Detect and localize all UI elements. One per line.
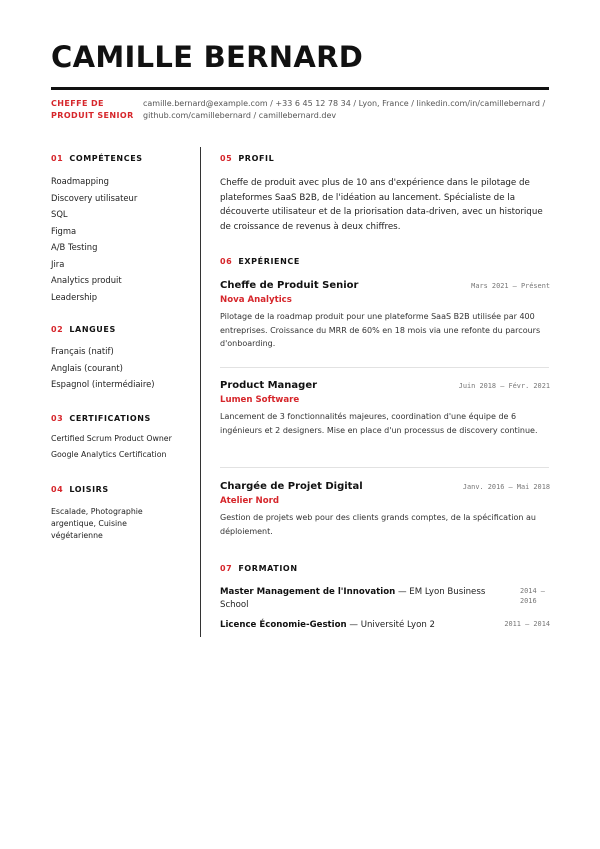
list-item: Google Analytics Certification [51, 450, 167, 460]
section-title: LANGUES [69, 325, 116, 334]
section-number: 01 [51, 154, 64, 163]
experience-entry [220, 481, 550, 538]
section-heading-education [220, 564, 298, 573]
list-item: Anglais (courant) [51, 362, 123, 373]
section-number: 07 [220, 564, 233, 573]
list-item: SQL [51, 209, 68, 219]
job-date: Mars 2021 — Présent [471, 282, 550, 290]
experience-entry [220, 380, 550, 437]
education-text [220, 586, 490, 612]
column-divider [200, 147, 201, 637]
entry-separator [220, 367, 549, 368]
school-name: — EM Lyon Business School [220, 587, 486, 610]
job-title: Chargée de Projet Digital [220, 481, 363, 492]
header-rule [51, 87, 549, 90]
degree-name: Licence Économie-Gestion [220, 620, 347, 630]
section-number: 05 [220, 154, 233, 163]
section-heading-languages [51, 325, 116, 334]
job-description: Gestion de projets web pour des clients grands comptes, de la spécification au déploiement. [220, 513, 536, 536]
list-item: Figma [51, 225, 77, 236]
job-date: Janv. 2016 — Mai 2018 [462, 483, 550, 491]
entry-separator [220, 467, 549, 468]
section-title: LOISIRS [69, 485, 109, 494]
job-date: Juin 2018 — Févr. 2021 [458, 382, 550, 390]
job-description: Lancement de 3 fonctionnalités majeures, coordination d'une équipe de 6 ingénieurs et 2 designers. Mise en place d'un processus de discovery continue. [220, 412, 538, 435]
section-title: CERTIFICATIONS [69, 414, 151, 423]
section-number: 02 [51, 325, 64, 334]
contact-line: camille.bernard@example.com / +33 6 45 12 78 34 / Lyon, France / linkedin.com/in/camillebernard / github.com/camillebernard / camillebernard.dev [143, 99, 546, 120]
section-title: PROFIL [238, 154, 275, 163]
list-item: Espagnol (intermédiaire) [51, 379, 155, 389]
school-name: — Université Lyon 2 [346, 620, 435, 630]
section-title: FORMATION [238, 564, 298, 573]
job-company: Lumen Software [220, 395, 300, 405]
education-date: 2011 — 2014 [504, 620, 550, 628]
job-description: Pilotage de la roadmap produit pour une plateforme SaaS B2B utilisée par 400 entreprises. Croissance du MRR de 60% en 18 mois via une refonte du parcours d'onboarding. [220, 312, 541, 348]
list-item: Leadership [51, 291, 98, 302]
profile-text: Cheffe de produit avec plus de 10 ans d'expérience dans le pilotage de plateformes SaaS B2B, de l'idéation au lancement. Spécialiste de la découverte utilisateur et de la priorisation data-driven, avec un historique de croissance de revenus à deux chiffres. [220, 178, 543, 232]
section-heading-certifications [51, 414, 151, 423]
degree-name: Master Management de l'Innovation [220, 587, 396, 597]
section-heading-skills [51, 154, 143, 163]
list-item: Français (natif) [51, 346, 114, 356]
section-heading-profile [220, 154, 274, 163]
section-heading-hobbies [51, 485, 109, 494]
list-item: Analytics produit [51, 275, 122, 285]
job-company: Atelier Nord [220, 496, 280, 506]
job-role: CHEFFE DE PRODUIT SENIOR [51, 99, 134, 120]
skills-list [51, 173, 137, 305]
experience-entry [220, 280, 550, 351]
list-item: Discovery utilisateur [51, 192, 138, 203]
list-item: Jira [51, 258, 65, 269]
education-date: 2014 — 2016 [520, 587, 545, 605]
job-company: Nova Analytics [220, 295, 292, 305]
list-item: Roadmapping [51, 176, 109, 186]
hobbies-text: Escalade, Photographie argentique, Cuisine végétarienne [51, 507, 143, 540]
section-title: COMPÉTENCES [69, 154, 143, 163]
section-number: 04 [51, 485, 64, 494]
list-item: A/B Testing [51, 242, 98, 252]
section-heading-experience [220, 257, 300, 266]
list-item: Certified Scrum Product Owner [51, 434, 172, 443]
section-title: EXPÉRIENCE [238, 257, 300, 266]
section-number: 03 [51, 414, 64, 423]
job-title: Product Manager [220, 380, 318, 391]
job-title: Cheffe de Produit Senior [220, 280, 359, 291]
education-entry [220, 586, 550, 612]
section-number: 06 [220, 257, 233, 266]
candidate-name: CAMILLE BERNARD [51, 40, 364, 74]
certifications-list [51, 431, 172, 464]
education-entry [220, 619, 550, 632]
education-text [220, 619, 490, 632]
languages-list [51, 343, 155, 393]
